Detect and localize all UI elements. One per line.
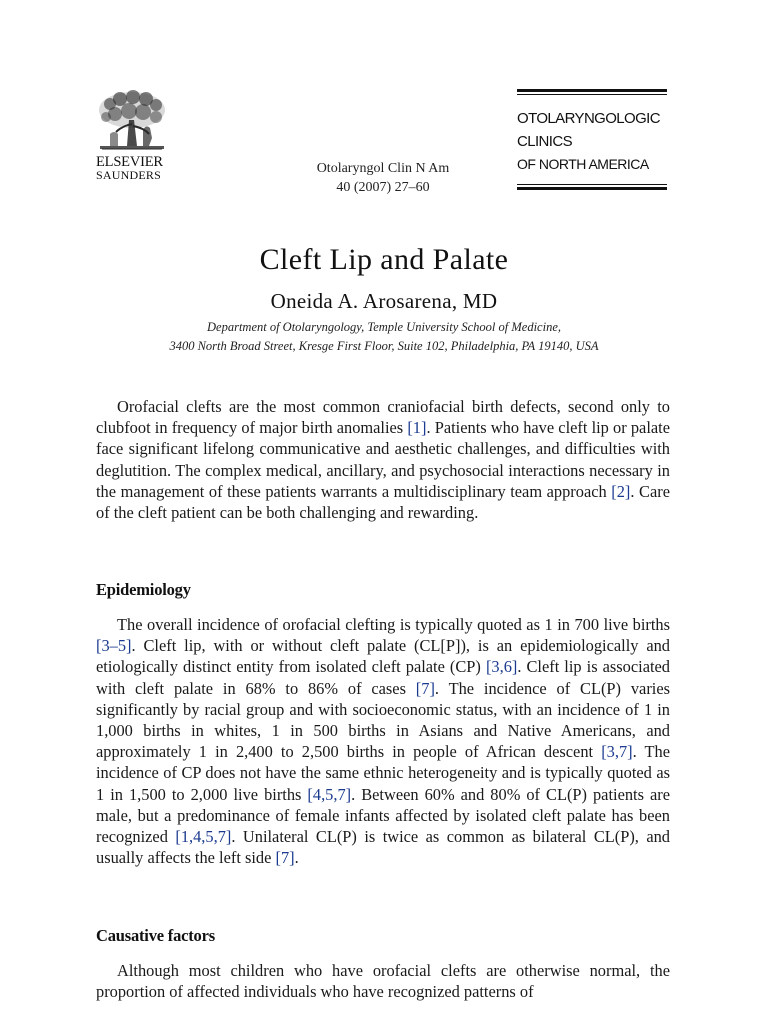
citation-link[interactable]: [2] <box>611 481 631 501</box>
citation-link[interactable]: [3,7] <box>601 742 633 762</box>
text-span: The overall incidence of orofacial clefting is typically quoted as 1 in 700 live births <box>117 615 670 634</box>
citation-link[interactable]: [7] <box>275 848 295 868</box>
intro-section <box>96 396 670 523</box>
citation-link[interactable]: [3–5] <box>96 636 132 656</box>
section-heading-epidemiology: Epidemiology <box>96 580 191 599</box>
text-span: . Care of the cleft patient can be both challenging and rewarding. <box>96 481 670 523</box>
journal-name-line1: OTOLARYNGOLOGIC <box>517 110 660 127</box>
article-author: Oneida A. Arosarena, MD <box>270 289 498 313</box>
citation-link[interactable]: [1] <box>407 418 427 438</box>
journal-logo-bottom-rule <box>517 187 667 190</box>
citation-link[interactable]: [4,5,7] <box>307 784 352 804</box>
text-span: . The incidence of CL(P) varies significantly by racial group and with socioeconomic status, with an incidence of 1 in 1,000 births in whites, 1 in 500 births in Asians and Native Americans, and approximately 1 in 2,400 to 2,500 births in people of African descent <box>96 678 670 762</box>
citation-journal: Otolaryngol Clin N Am <box>316 161 450 176</box>
journal-logo-top-rule-thin <box>517 94 667 95</box>
author-affiliation <box>0 318 768 356</box>
text-span: . Cleft lip, with or without cleft palate (CL[P]), is an epidemiologically and etiologically distinct entity from isolated cleft palate (CP) <box>96 636 670 677</box>
citation-link[interactable]: [7] <box>415 678 435 698</box>
journal-name <box>517 107 667 176</box>
article-title: Cleft Lip and Palate <box>259 243 509 276</box>
text-span: . Between 60% and 80% of CL(P) patients are male, but a predominance of female infants affected by isolated cleft palate has been recognized <box>96 784 670 847</box>
affiliation-line2: 3400 North Broad Street, Kresge First Floor, Suite 102, Philadelphia, PA 19140, USA <box>169 339 599 353</box>
citation-link[interactable]: [3,6] <box>485 657 518 677</box>
text-span: Orofacial clefts are the most common craniofacial birth defects, second only to clubfoot in frequency of major birth anomalies <box>96 397 670 438</box>
publisher-name: ELSEVIER <box>96 154 163 170</box>
journal-logo <box>517 89 667 190</box>
intro-paragraph <box>96 396 670 523</box>
affiliation-line1: Department of Otolaryngology, Temple University School of Medicine, <box>207 320 561 334</box>
causative-section <box>96 960 670 1002</box>
journal-logo-top-rule <box>517 89 667 92</box>
journal-name-line3: OF NORTH AMERICA <box>517 156 649 172</box>
text-span: . Patients who have cleft lip or palate face significant lifelong communicative and aesthetic challenges, and difficulties with deglutition. The complex medical, ancillary, and psychosocial interactions necessary in the management of these patients warrants a multidisciplinary team approach <box>96 418 670 501</box>
tree-icon <box>96 90 168 154</box>
journal-name-line2: CLINICS <box>517 133 572 150</box>
epidemiology-paragraph <box>96 614 670 868</box>
journal-logo-bottom-rule-thin <box>517 184 667 185</box>
citation-volume: 40 (2007) 27–60 <box>336 180 430 195</box>
citation-link[interactable]: [1,4,5,7] <box>175 827 232 847</box>
elsevier-logo <box>96 90 176 182</box>
journal-citation <box>283 159 483 197</box>
text-span: . Cleft lip is associated with cleft palate in 68% to 86% of cases <box>96 657 670 698</box>
text-span: . Unilateral CL(P) is twice as common as bilateral CL(P), and usually affects the left side <box>96 827 671 868</box>
epidemiology-section <box>96 614 670 868</box>
text-span: . <box>294 848 299 868</box>
causative-paragraph: Although most children who have orofacial clefts are otherwise normal, the proportion of affected individuals who have recognized patterns of <box>96 961 670 1002</box>
publisher-imprint: SAUNDERS <box>96 168 161 182</box>
section-heading-causative-factors: Causative factors <box>96 926 215 945</box>
text-span: . The incidence of CP does not have the same ethnic heterogeneity and is typically quoted as 1 in 1,500 to 2,000 live births <box>96 742 670 804</box>
